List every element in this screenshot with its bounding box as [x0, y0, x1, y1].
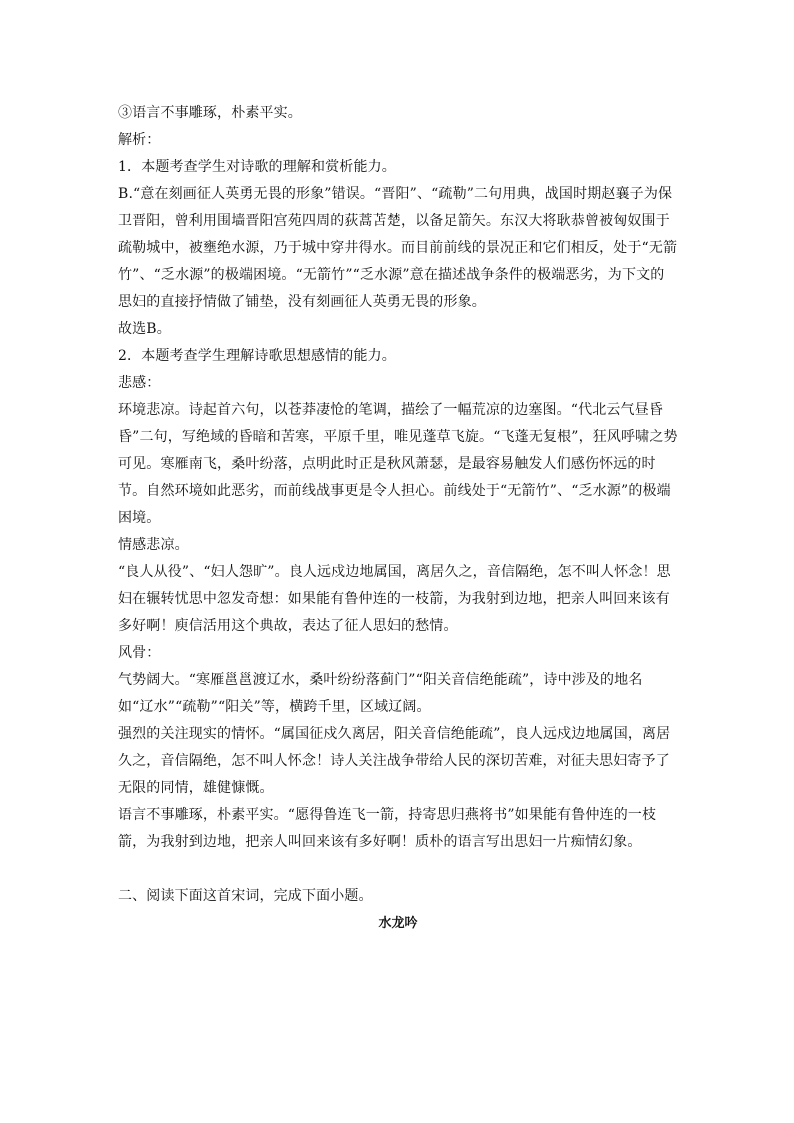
sorrow-environment: 环境悲凉。诗起首六句，以苍莽凄怆的笔调，描绘了一幅荒凉的边塞图。“代北云气昼昏昏”二句，写绝域的昏暗和苦寒，平原千里，唯见蓬草飞旋。“飞蓬无复根”，狂风呼啸之势可见。寒雁南飞，桑叶纷落，点明此时正是秋风萧瑟，是最容易触发人们感伤怀远的时节。自然环境如此恶劣，而前线战事更是令人担心。前线处于“无箭竹”、“乏水源”的极端困境。 — [118, 402, 678, 526]
document-body — [118, 100, 678, 937]
q1-answer: 故选B。 — [118, 321, 171, 337]
sorrow-heading: 悲感： — [118, 375, 161, 391]
fenggu-reality: 强烈的关注现实的情怀。“属国征戍久离居，阳关音信绝能疏”，良人远戍边地属国，离居久之，音信隔绝，怎不叫人怀念！诗人关注战争带给人民的深切苦难，对征夫思妇寄予了无限的同情，雄健慷慨。 — [118, 726, 671, 796]
sorrow-emotion-heading: 情感悲凉。 — [118, 537, 189, 553]
q1-option-b-analysis: B.“意在刻画征人英勇无畏的形象”错误。“晋阳”、“疏勒”二句用典，战国时期赵襄子为保卫晋阳，曾利用围墙晋阳宫苑四周的荻蒿苫楚，以备足箭矢。东汉大将耿恭曾被匈奴围于疏勒城中，被壅绝水源，乃于城中穿井得水。而目前前线的景况正和它们相反，处于“无箭竹”、“乏水源”的极端困境。“无箭竹”“乏水源”意在描述战争条件的极端恶劣，为下文的思妇的直接抒情做了铺垫，没有刻画征人英勇无畏的形象。 — [118, 186, 678, 310]
section-two-heading: 二、阅读下面这首宋词，完成下面小题。 — [118, 888, 373, 904]
fenggu-momentum: 气势阔大。“寒雁邕邕渡辽水，桑叶纷纷落蓟门”“阳关音信绝能疏”，诗中涉及的地名如“辽水”“疏勒”“阳关”等，横跨千里，区域辽阔。 — [118, 672, 643, 715]
q2-intro: 2．本题考查学生理解诗歌思想感情的能力。 — [118, 348, 396, 364]
fenggu-language: 语言不事雕琢，朴素平实。“愿得鲁连飞一箭，持寄思归燕将书”如果能有鲁仲连的一枝箭，为我射到边地，把亲人叫回来该有多好啊！质朴的语言写出思妇一片痴情幻象。 — [118, 807, 657, 850]
poem-title: 水龙吟 — [378, 916, 418, 931]
fenggu-heading: 风骨： — [118, 645, 161, 661]
q1-intro: 1．本题考查学生对诗歌的理解和赏析能力。 — [118, 159, 396, 175]
sorrow-emotion-text: “良人从役”、“妇人怨旷”。良人远戍边地属国，离居久之，音信隔绝，怎不叫人怀念！思妇在辗转忧思中忽发奇想：如果能有鲁仲连的一枝箭，为我射到边地，把亲人叫回来该有多好啊！庾信活用这个典故，表达了征人思妇的愁情。 — [118, 564, 671, 634]
point-3: ③语言不事雕琢，朴素平实。 — [118, 105, 302, 121]
analysis-heading: 解析： — [118, 132, 161, 148]
